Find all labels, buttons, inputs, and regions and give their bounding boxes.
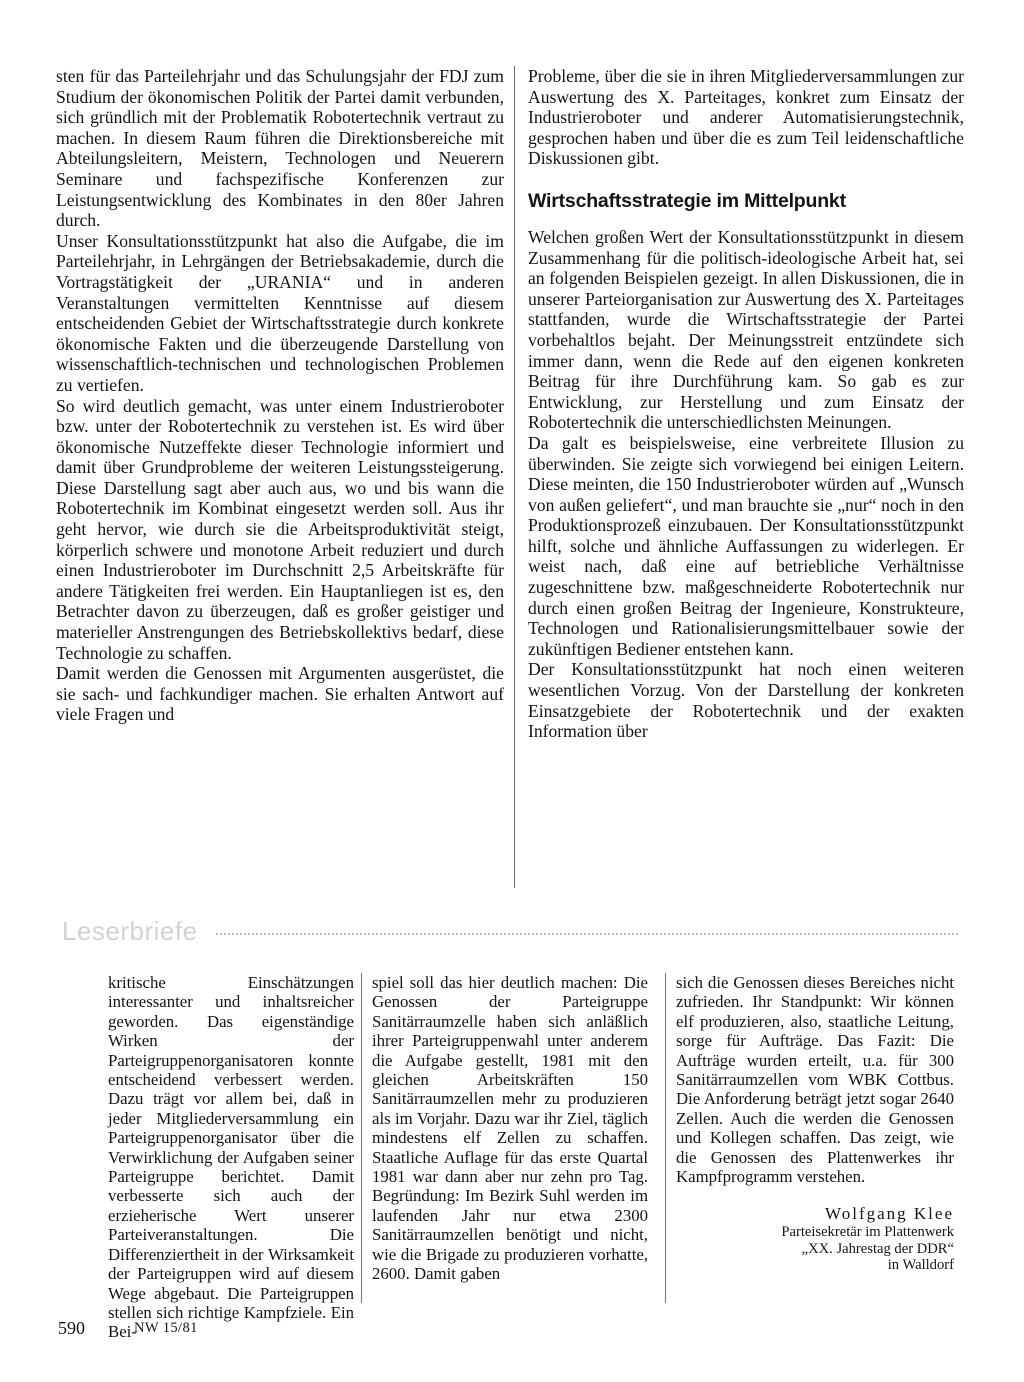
signature-block xyxy=(676,1204,954,1273)
author-organization: „XX. Jahrestag der DDR“ xyxy=(801,1240,954,1257)
issue-label: NW 15/81 xyxy=(134,1320,198,1336)
paragraph: sten für das Parteilehrjahr und das Schulungsjahr der FDJ zum Studium der ökonomischen Politik der Partei damit verbunden, sich gründlich mit der Problematik Robotertechnik vertraut zu machen. In diesem Raum führen die Direktionsbereiche mit Abteilungsleitern, Meistern, Technologen und Neuerern Seminare und fachspezifische Konferenzen zur Leistungsentwicklung des Kombinates in den 80er Jahren durch. xyxy=(56,66,504,231)
section-divider xyxy=(216,933,958,935)
page-number: 590 xyxy=(58,1318,85,1338)
paragraph: kritische Einschätzungen interessanter und inhaltsreicher geworden. Das eigenständige Wirken der Parteigruppenorganisatoren konnte entscheidend verbessert werden. Dazu trägt vor allem bei, daß in jeder Mitgliederversammlung ein Parteigruppenorganisator über die Verwirklichung der Aufgaben seiner Parteigruppe berichtet. Damit verbesserte sich auch der erzieherische Wert unserer Parteiveranstaltungen. Die Differenziertheit in der Wirksamkeit der Parteigruppen wird auf diesem Wege abgebaut. Die Parteigruppen stellen sich richtige Kampfziele. Ein Bei- xyxy=(108,973,354,1342)
author-role: Parteisekretär im Plattenwerk xyxy=(781,1224,954,1241)
author-location: in Walldorf xyxy=(887,1257,954,1274)
paragraph: sich die Genossen dieses Bereiches nicht zufrieden. Ihr Standpunkt: Wir können elf produzieren, also, staatliche Leitung, sorge für Aufträge. Das Fazit: Die Aufträge wurden erteilt, u.a. für 300 Sanitärraumzellen vom WBK Cottbus. Die Anforderung beträgt jetzt sogar 2640 Zellen. Auch die werden die Genossen und Kollegen schaffen. Das zeigt, wie die Genossen des Plattenwerkes ihr Kampfprogramm verstehen. xyxy=(676,973,954,1187)
article-column-right xyxy=(528,66,964,742)
paragraph: Unser Konsultationsstützpunkt hat also die Aufgabe, die im Parteilehrjahr, in Lehrgängen der Betriebsakademie, durch die Vortragstätigkeit der „URANIA“ und in anderen Veranstaltungen vermittelten Kenntnisse auf diesem entscheidenden Gebiet der Wirtschaftsstrategie durch konkrete ökonomische Fakten und die überzeugende Darstellung von wissenschaftlich-technischen und technologischen Problemen zu vertiefen. xyxy=(56,230,504,395)
author-name: Wolfgang Klee xyxy=(825,1204,954,1224)
paragraph: Da galt es beispielsweise, eine verbreitete Illusion zu überwinden. Sie zeigte sich vorwiegend bei einigen Leitern. Diese meinten, die 150 Industrieroboter würden auf „Wunsch von außen geliefert“, und man brauchte sie „nur“ noch in den Produktionsprozeß einzubauen. Der Konsultationsstützpunkt hilft, solche und ähnliche Auffassungen zu widerlegen. Er weist nach, daß eine auf betriebliche Verhältnisse zugeschnittene bzw. maßgeschneiderte Robotertechnik nur durch einen großen Beitrag der Ingenieure, Konstrukteure, Technologen und Rationalisierungsmittelbauer sowie der zukünftigen Bediener entstehen kann. xyxy=(528,432,964,659)
section-heading: Wirtschaftsstrategie im Mittelpunkt xyxy=(528,189,846,212)
paragraph: spiel soll das hier deutlich machen: Die Genossen der Parteigruppe Sanitärraumzelle haben sich anläßlich ihrer Parteigruppenwahl unter anderem die Aufgabe gestellt, 1981 mit den gleichen Arbeitskräften 150 Sanitärraumzellen mehr zu produzieren als im Vorjahr. Dazu war ihr Ziel, täglich mindestens elf Zellen zu schaffen. Staatliche Auflage für das erste Quartal 1981 war dann aber nur zehn pro Tag. Begründung: Im Bezirk Suhl werden im laufenden Jahr nur etwa 2300 Sanitärraumzellen benötigt und nicht, wie die Brigade zu produzieren vorhatte, 2600. Damit gaben xyxy=(372,973,648,1284)
section-label-leserbriefe: Leserbriefe xyxy=(62,916,198,946)
column-divider xyxy=(665,973,666,1303)
letter-column-3 xyxy=(676,973,954,1274)
column-divider xyxy=(514,66,515,888)
paragraph: Probleme, über die sie in ihren Mitgliederversammlungen zur Auswertung des X. Parteitages, konkret zum Einsatz der Industrieroboter und anderer Automatisierungstechnik, gesprochen haben und über die es zum Teil leidenschaftliche Diskussionen gibt. xyxy=(528,66,964,169)
paragraph: Damit werden die Genossen mit Argumenten ausgerüstet, die sie sach- und fachkundiger machen. Sie erhalten Antwort auf viele Fragen und xyxy=(56,663,504,725)
letter-column-2 xyxy=(372,973,648,1284)
paragraph: Welchen großen Wert der Konsultationsstützpunkt in diesem Zusammenhang für die politisch-ideologische Arbeit hat, sei an folgenden Beispielen gezeigt. In allen Diskussionen, die in unserer Parteiorganisation zur Auswertung des X. Parteitages stattfanden, wurde die Wirtschaftsstrategie der Partei vorbehaltlos bejaht. Der Meinungsstreit entzündete sich immer dann, wenn die Rede auf den eigenen konkreten Beitrag für ihre Durchführung kam. So gab es zur Entwicklung, zur Herstellung und zum Einsatz der Robotertechnik die unterschiedlichsten Meinungen. xyxy=(528,226,964,433)
paragraph: So wird deutlich gemacht, was unter einem Industrieroboter bzw. unter der Robotertechnik zu verstehen ist. Es wird über ökonomische Nutzeffekte dieser Technologie informiert und damit über Grundprobleme der weiteren Leistungssteigerung. Diese Darstellung sagt aber auch aus, wo und bis wann die Robotertechnik im Kombinat eingesetzt werden soll. Aus ihr geht hervor, wie durch sie die Arbeitsproduktivität steigt, körperlich schwere und monotone Arbeit reduziert und durch einen Industrieroboter im Durchschnitt 2,5 Arbeitskräfte für andere Tätigkeiten frei werden. Ein Hauptanliegen ist es, den Betrachter davon zu überzeugen, daß es großer geistiger und materieller Anstrengungen des Betriebskollektivs bedarf, diese Technologie zu schaffen. xyxy=(56,395,504,663)
paragraph: Der Konsultationsstützpunkt hat noch einen weiteren wesentlichen Vorzug. Von der Darstellung der konkreten Einsatzgebiete der Robotertechnik und der exakten Information über xyxy=(528,659,964,742)
article-column-left xyxy=(56,66,504,725)
letter-column-1 xyxy=(108,973,354,1342)
column-divider xyxy=(361,973,362,1303)
